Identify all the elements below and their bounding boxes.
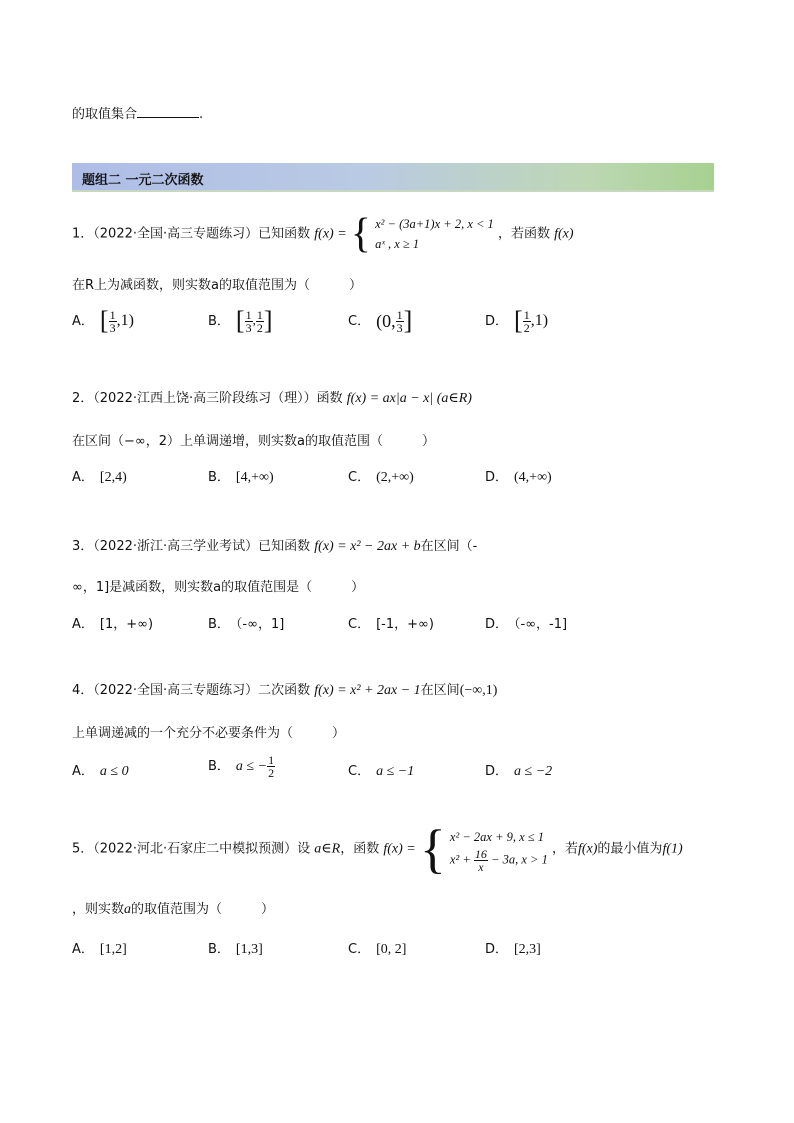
intro-line	[72, 103, 203, 122]
q1-options	[72, 308, 712, 338]
q3-math: f(x) = x² − 2ax + b	[314, 539, 421, 554]
option-value: a ≤ −	[235, 759, 268, 774]
q3-line2: ∞，1]是减函数，则实数a的取值范围是（ ）	[72, 580, 365, 595]
q3-line1-tail: 在区间（-	[420, 539, 478, 554]
option-tail: ,1)	[530, 312, 549, 329]
option-label: C．	[348, 313, 371, 329]
q5-line1	[72, 819, 683, 879]
q5-option-b[interactable]	[208, 938, 263, 958]
q5-piecewise	[450, 826, 548, 873]
option-value: [2,4)	[99, 470, 127, 485]
option-value: [0, 2]	[376, 942, 407, 957]
option-fraction	[245, 309, 253, 334]
fraction-numerator: 1	[256, 307, 263, 322]
q1-option-d[interactable]	[485, 308, 548, 334]
q5-row1: x² − 2ax + 9, x ≤ 1	[449, 829, 545, 844]
option-fraction	[267, 754, 275, 779]
q3-options	[72, 613, 712, 643]
option-value: a ≤ −2	[514, 764, 553, 779]
q1-row2: aˣ , x ≥ 1	[375, 237, 420, 251]
option-value: a ≤ −1	[376, 764, 415, 779]
q5-row2-end: − 3a, x > 1	[491, 851, 548, 866]
q1-fx2: f(x)	[554, 226, 574, 242]
fraction-denominator: 2	[256, 320, 263, 335]
option-bracket: [	[235, 306, 245, 335]
q1-fx: f(x) =	[314, 226, 347, 242]
q5-mid: ，函数	[340, 841, 380, 857]
q4-math: f(x) = x² + 2ax − 1	[314, 683, 421, 698]
option-label: C．	[348, 942, 371, 957]
q5-options	[72, 938, 712, 968]
q1-mid: ，若函数	[497, 226, 550, 242]
q1-brace: {	[350, 211, 371, 257]
q5-row2	[450, 848, 548, 873]
option-label: B．	[208, 313, 230, 329]
option-label: D．	[485, 470, 509, 485]
fraction-denominator: x	[478, 859, 484, 874]
q2-options	[72, 466, 712, 496]
q1-line2: 在R上为减函数，则实数a的取值范围为（ ）	[72, 278, 362, 293]
option-label: C．	[348, 617, 371, 632]
q5-row2-fraction	[474, 848, 488, 873]
q1-option-c[interactable]	[348, 308, 412, 334]
q5-option-d[interactable]	[485, 938, 541, 958]
option-fraction	[256, 309, 264, 334]
q4-option-b[interactable]	[208, 754, 275, 779]
q3-option-c[interactable]	[348, 613, 434, 632]
option-bracket: ]	[263, 306, 273, 335]
q2-stem: 2．（2022·江西上饶·高三阶段练习（理））函数	[72, 391, 343, 406]
q2-math: f(x) = ax|a − x| (a∈R)	[346, 391, 472, 406]
option-label: D．	[485, 942, 509, 957]
option-label: A．	[72, 942, 94, 957]
q5-fx2: f(x)	[577, 841, 598, 857]
q4-option-a[interactable]	[72, 760, 129, 780]
q4-line1-tail: 在区间	[420, 683, 460, 698]
option-value: (4,+∞)	[514, 470, 552, 485]
q1-row1: x² − (3a+1)x + 2, x < 1	[375, 217, 494, 231]
option-label: D．	[485, 313, 509, 329]
option-label: A．	[72, 764, 94, 779]
option-value: （-∞，1]	[235, 617, 285, 632]
option-label: B．	[208, 470, 230, 485]
option-label: A．	[72, 470, 94, 485]
q5-option-a[interactable]	[72, 938, 127, 958]
q5-a: a	[124, 902, 132, 917]
option-label: D．	[485, 617, 509, 632]
q3-option-d[interactable]	[485, 613, 567, 632]
option-label: A．	[72, 313, 94, 329]
option-label: B．	[208, 942, 230, 957]
option-label: C．	[348, 764, 371, 779]
option-tail: ,1)	[116, 312, 134, 329]
option-label: B．	[208, 759, 230, 774]
q2-option-b[interactable]	[208, 466, 274, 486]
option-label: A．	[72, 617, 94, 632]
q4-option-d[interactable]	[485, 760, 552, 780]
q2-option-d[interactable]	[485, 466, 552, 486]
fraction-numerator: 1	[245, 307, 252, 322]
q1-option-b[interactable]: B． [ $\frac{1}{3}$ , $\frac{1}{2}$ ]	[208, 306, 273, 335]
fraction-numerator: 1	[396, 307, 403, 322]
q5-row2-start: x² +	[449, 851, 471, 866]
intro-text: 的取值集合	[72, 107, 138, 122]
option-value: [1，+∞)	[99, 617, 154, 632]
q5-stem: 5．（2022·河北·石家庄二中模拟预测）设	[72, 841, 311, 857]
q5-line2-end: 的取值范围为（ ）	[131, 902, 275, 917]
q4-line1	[72, 679, 497, 699]
fraction-numerator: 1	[523, 307, 530, 322]
q1-stem: 1．（2022·全国·高三专题练习）已知函数	[72, 226, 311, 242]
option-value: （-∞，-1]	[514, 617, 568, 632]
option-fraction	[396, 309, 404, 334]
section-header-bar	[72, 163, 714, 190]
q4-interval: (−∞,1)	[459, 683, 498, 698]
q2-line2: 在区间（−∞，2）上单调递增，则实数a的取值范围（ ）	[72, 434, 435, 449]
option-value: [4,+∞)	[235, 470, 274, 485]
q5-line2	[72, 898, 274, 918]
fraction-numerator: 1	[109, 307, 116, 322]
option-value: (2,+∞)	[376, 470, 414, 485]
q4-line2: 上单调递减的一个充分不必要条件为（ ）	[72, 726, 346, 741]
q3-line1	[72, 535, 477, 555]
q5-f1: f(1)	[662, 841, 683, 857]
fraction-denominator: 3	[396, 320, 403, 335]
q3-stem: 3．（2022·浙江·高三学业考试）已知函数	[72, 539, 311, 554]
q5-option-c[interactable]	[348, 938, 406, 958]
fraction-numerator: 1	[268, 753, 275, 767]
option-value: [-1，+∞)	[376, 617, 434, 632]
fraction-denominator: 2	[268, 766, 275, 780]
q5-cond: a∈R	[314, 841, 341, 857]
option-value: [1,3]	[235, 942, 263, 957]
q1-option-a[interactable]	[72, 308, 134, 334]
q5-line2-start: ，则实数	[72, 902, 125, 917]
q5-mid3: 的最小值为	[597, 841, 663, 857]
option-label: C．	[348, 470, 371, 485]
q1-line1	[72, 213, 574, 255]
option-label: D．	[485, 764, 509, 779]
q3-option-a[interactable]	[72, 613, 153, 632]
option-value: [2,3]	[514, 942, 541, 957]
q3-option-b[interactable]	[208, 613, 284, 632]
fraction-numerator: 16	[474, 846, 487, 861]
fraction-denominator: 3	[245, 320, 252, 335]
q1-piecewise	[375, 214, 494, 254]
option-fraction	[523, 309, 531, 334]
option-bracket: (0,	[376, 311, 396, 331]
fraction-denominator: 2	[523, 320, 530, 335]
q5-brace: {	[419, 819, 446, 879]
option-value: a ≤ 0	[99, 764, 129, 779]
q5-mid2: ，若	[551, 841, 578, 857]
q4-option-c[interactable]	[348, 760, 414, 780]
option-bracket: [	[99, 306, 109, 335]
q2-option-a[interactable]	[72, 466, 127, 486]
option-label: B．	[208, 617, 230, 632]
section-header-title: 题组二 一元二次函数	[82, 173, 204, 188]
option-bracket: [	[514, 306, 523, 335]
q5-fx: f(x) =	[383, 841, 416, 857]
q4-stem: 4．（2022·全国·高三专题练习）二次函数	[72, 683, 311, 698]
q2-option-c[interactable]	[348, 466, 414, 486]
q2-line1	[72, 387, 472, 407]
fraction-denominator: 3	[109, 320, 116, 335]
q4-options	[72, 753, 712, 790]
option-fraction	[109, 309, 117, 334]
intro-period: .	[199, 107, 204, 122]
answer-blank	[137, 105, 199, 118]
option-value: [1,2]	[99, 942, 127, 957]
option-bracket: ]	[403, 306, 413, 335]
